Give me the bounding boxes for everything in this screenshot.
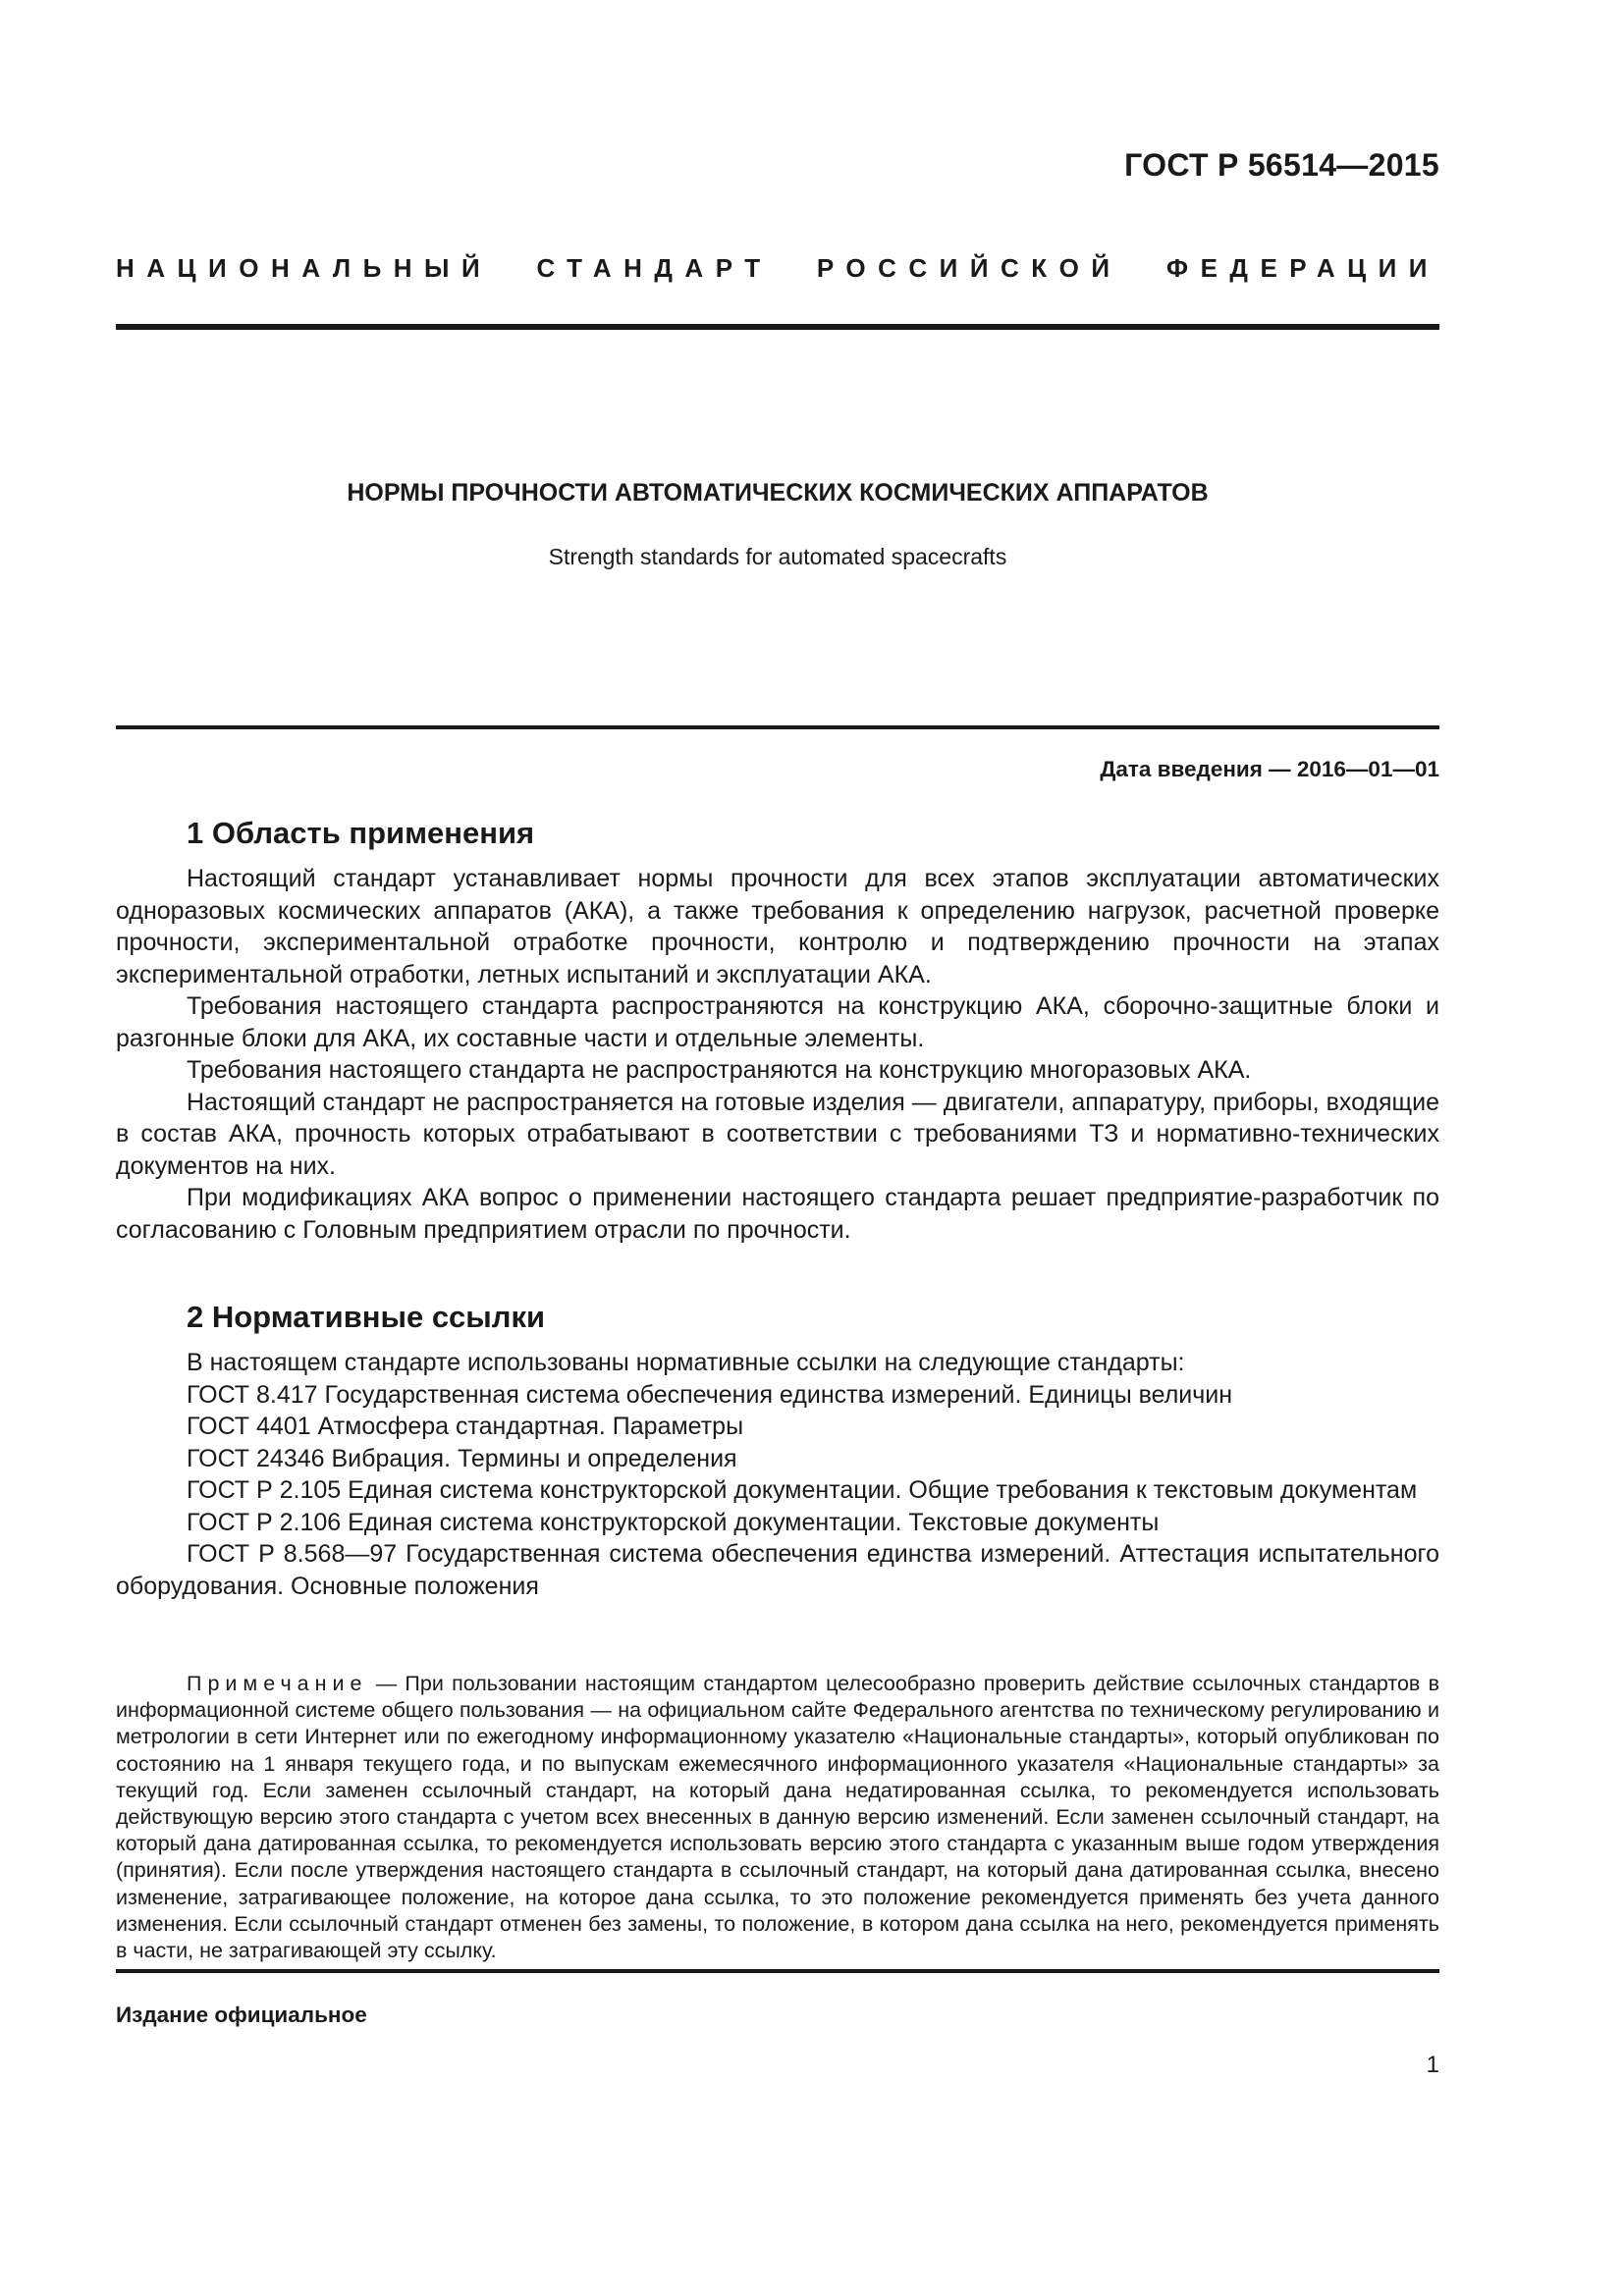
- header-divider: [116, 324, 1439, 330]
- paragraph: Требования настоящего стандарта не распространяются на конструкцию многоразовых АКА.: [187, 1056, 1252, 1084]
- document-subtitle-english: Strength standards for automated spacecrafts: [548, 544, 1007, 569]
- standard-number: ГОСТ Р 56514—2015: [1124, 147, 1439, 183]
- paragraph: Настоящий стандарт устанавливает нормы прочности для всех этапов эксплуатации автоматических одноразовых космических аппаратов (АКА), а также требования к определению нагрузок, расчетной проверке прочности, экспериментальной отработке прочности, контролю и подтверждению прочности на этапах экспериментальной отработки, летных испытаний и эксплуатации АКА.: [116, 865, 1439, 988]
- reference-item: ГОСТ 24346 Вибрация. Термины и определения: [187, 1444, 737, 1472]
- paragraph: Настоящий стандарт не распространяется на готовые изделия — двигатели, аппаратуру, приборы, входящие в состав АКА, прочность которых отрабатывают в соответствии с требованиями ТЗ и нормативно-технических документов на них.: [116, 1088, 1439, 1180]
- introduction-date: Дата введения — 2016—01—01: [1100, 757, 1439, 781]
- note-text: — При пользовании настоящим стандартом целесообразно проверить действие ссылочных стандартов в информационной системе общего пользования — на официальном сайте Федерального агентства по техническому регулированию и метрологии в сети Интернет или по ежегодному информационному указателю «Национальные стандарты», который опубликован по состоянию на 1 января текущего года, и по выпускам ежемесячного информационного указателя «Национальные стандарты» за текущий год. Если заменен ссылочный стандарт, на который дана недатированная ссылка, то рекомендуется использовать действующую версию этого стандарта с учетом всех внесенных в данную версию изменений. Если заменен ссылочный стандарт, на который дана датированная ссылка, то рекомендуется использовать версию этого стандарта с указанным выше годом утверждения (принятия). Если после утверждения настоящего стандарта в ссылочный стандарт, на который дана датированная ссылка, внесено изменение, затрагивающее положение, на которое дана ссылка, то это положение рекомендуется применять без учета данного изменения. Если ссылочный стандарт отменен без замены, то положение, в котором дана ссылка на него, рекомендуется применять в части, не затрагивающей эту ссылку.: [116, 1672, 1439, 1963]
- section-normative-references: [116, 1298, 1439, 1602]
- page-number: 1: [1426, 2052, 1439, 2078]
- footer-divider: [116, 1969, 1439, 1973]
- reference-item: ГОСТ Р 8.568—97 Государственная система обеспечения единства измерений. Аттестация испытательного оборудования. Основные положения: [116, 1540, 1439, 1600]
- note-label: Примечание: [187, 1672, 368, 1695]
- note: [116, 1671, 1439, 1964]
- paragraph: В настоящем стандарте использованы нормативные ссылки на следующие стандарты:: [187, 1349, 1185, 1376]
- section-scope: [116, 814, 1439, 1246]
- reference-item: ГОСТ 8.417 Государственная система обеспечения единства измерений. Единицы величин: [187, 1380, 1233, 1409]
- title-divider: [116, 725, 1439, 729]
- paragraph: Требования настоящего стандарта распространяются на конструкцию АКА, сборочно-защитные блоки и разгонные блоки для АКА, их составные части и отдельные элементы.: [116, 992, 1439, 1052]
- reference-item: ГОСТ 4401 Атмосфера стандартная. Параметры: [187, 1413, 744, 1440]
- published-label: Издание официальное: [116, 2002, 367, 2027]
- reference-item: ГОСТ Р 2.105 Единая система конструкторской документации. Общие требования к текстовым документам: [187, 1476, 1418, 1504]
- document-title: НОРМЫ ПРОЧНОСТИ АВТОМАТИЧЕСКИХ КОСМИЧЕСКИХ АППАРАТОВ: [347, 479, 1209, 507]
- section-heading: 2 Нормативные ссылки: [187, 1300, 546, 1334]
- national-standard-banner: НАЦИОНАЛЬНЫЙ СТАНДАРТ РОССИЙСКОЙ ФЕДЕРАЦИИ: [116, 253, 1439, 283]
- reference-item: ГОСТ Р 2.106 Единая система конструкторской документации. Текстовые документы: [187, 1508, 1160, 1536]
- paragraph: При модификациях АКА вопрос о применении настоящего стандарта решает предприятие-разработчик по согласованию с Головным предприятием отрасли по прочности.: [116, 1184, 1439, 1244]
- section-heading: 1 Область применения: [187, 816, 535, 850]
